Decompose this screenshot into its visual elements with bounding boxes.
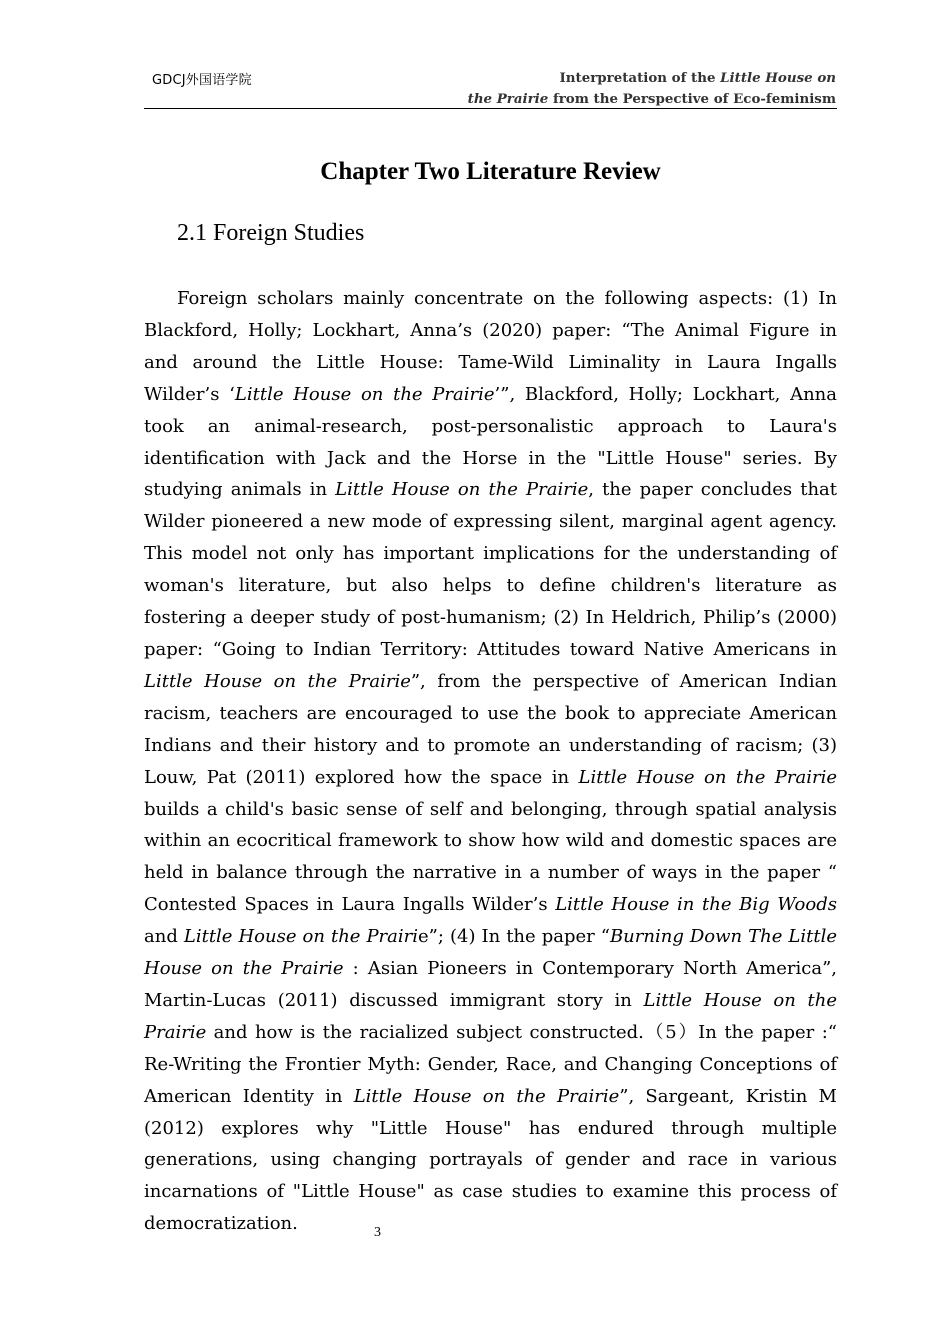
header-title-line-2 — [468, 89, 836, 110]
book-title-run: Little House on the Prairi — [183, 926, 419, 948]
text-run: ”, Sargeant, Kristin M (2012) explores why "Little House" has endured through multiple generations, using changing portrayals of gender and race in various incarnations of "Little House" as case studies to examine this process of democratization. — [144, 1085, 837, 1235]
header-institution: GDCJ外国语学院 — [152, 73, 252, 88]
book-title-run: Little House on the Prairie — [144, 670, 411, 692]
book-title-run: Little House on the Prairie — [578, 766, 838, 788]
text-run: builds a child's basic sense of self and belonging, through spatial analysis within an ecocritical framework to show how wild and domestic spaces are held in balance through the narrative in a number of ways in the paper “ Contested Spaces in Laura Ingalls Wilder’s — [144, 798, 837, 916]
header-title-suffix: from the Perspective of Eco-feminism — [548, 91, 836, 107]
header-book-title-part-2: the Prairie — [467, 91, 549, 107]
body-paragraph — [144, 283, 837, 1240]
book-title-run: Little House on the Prairie — [335, 479, 589, 501]
chapter-title: Chapter Two Literature Review — [320, 158, 661, 185]
book-title-run: Little House on the Prairie — [234, 383, 495, 405]
book-title-run: Burning Down The Little House on the Prairie — [144, 926, 837, 980]
header-title-line-1 — [468, 68, 836, 89]
section-title: 2.1 Foreign Studies — [177, 220, 365, 246]
header-thesis-title — [468, 68, 836, 110]
text-run: e”; (4) In the paper “ — [418, 926, 610, 948]
text-run: ”, from the perspective of American Indian racism, teachers are encouraged to use the book to appreciate American Indians and their history and to promote an understanding of racism; (3) Louw, Pat (2011) explored how the space in — [144, 670, 837, 788]
header-divider — [144, 108, 837, 109]
book-title-run: Little House in the Big Woods — [555, 894, 837, 916]
text-run: , the paper concludes that Wilder pioneered a new mode of expressing silent, marginal agent agency. This model not only has important implications for the understanding of woman's literature, but also helps to define children's literature as fostering a deeper study of post-humanism; (2) In Heldrich, Philip’s (2000) paper: “Going to Indian Territory: Attitudes toward Native Americans in — [144, 479, 837, 660]
text-run: Foreign scholars mainly concentrate on the following aspects: (1) In Blackford, Holly; Lockhart, Anna’s (2020) paper: “The Animal Figure in and around the Little House: Tame-Wild Liminality in Laura Ingalls Wilder’s ‘ — [144, 288, 837, 405]
page-number: 3 — [374, 1225, 381, 1240]
text-run: ’”, Blackford, Holly; Lockhart, Anna took an animal-research, post-personalistic approach to Laura's identification with Jack and the Horse in the "Little House" series. By studying animals in — [144, 383, 837, 501]
book-title-run: Little House on the Prairie — [144, 989, 837, 1043]
text-run: and — [144, 926, 184, 948]
text-run: : Asian Pioneers in Contemporary North America”, Martin-Lucas (2011) discussed immigrant story in — [144, 958, 838, 1011]
book-title-run: Little House on the Prairie — [353, 1085, 620, 1107]
header-title-prefix: Interpretation of the — [559, 70, 721, 86]
header-book-title-part-1: Little House on — [720, 70, 836, 86]
text-run: and how is the racialized subject constructed.（5）In the paper :“ Re-Writing the Frontier Myth: Gender, Race, and Changing Conceptions of American Identity in — [144, 1021, 837, 1107]
